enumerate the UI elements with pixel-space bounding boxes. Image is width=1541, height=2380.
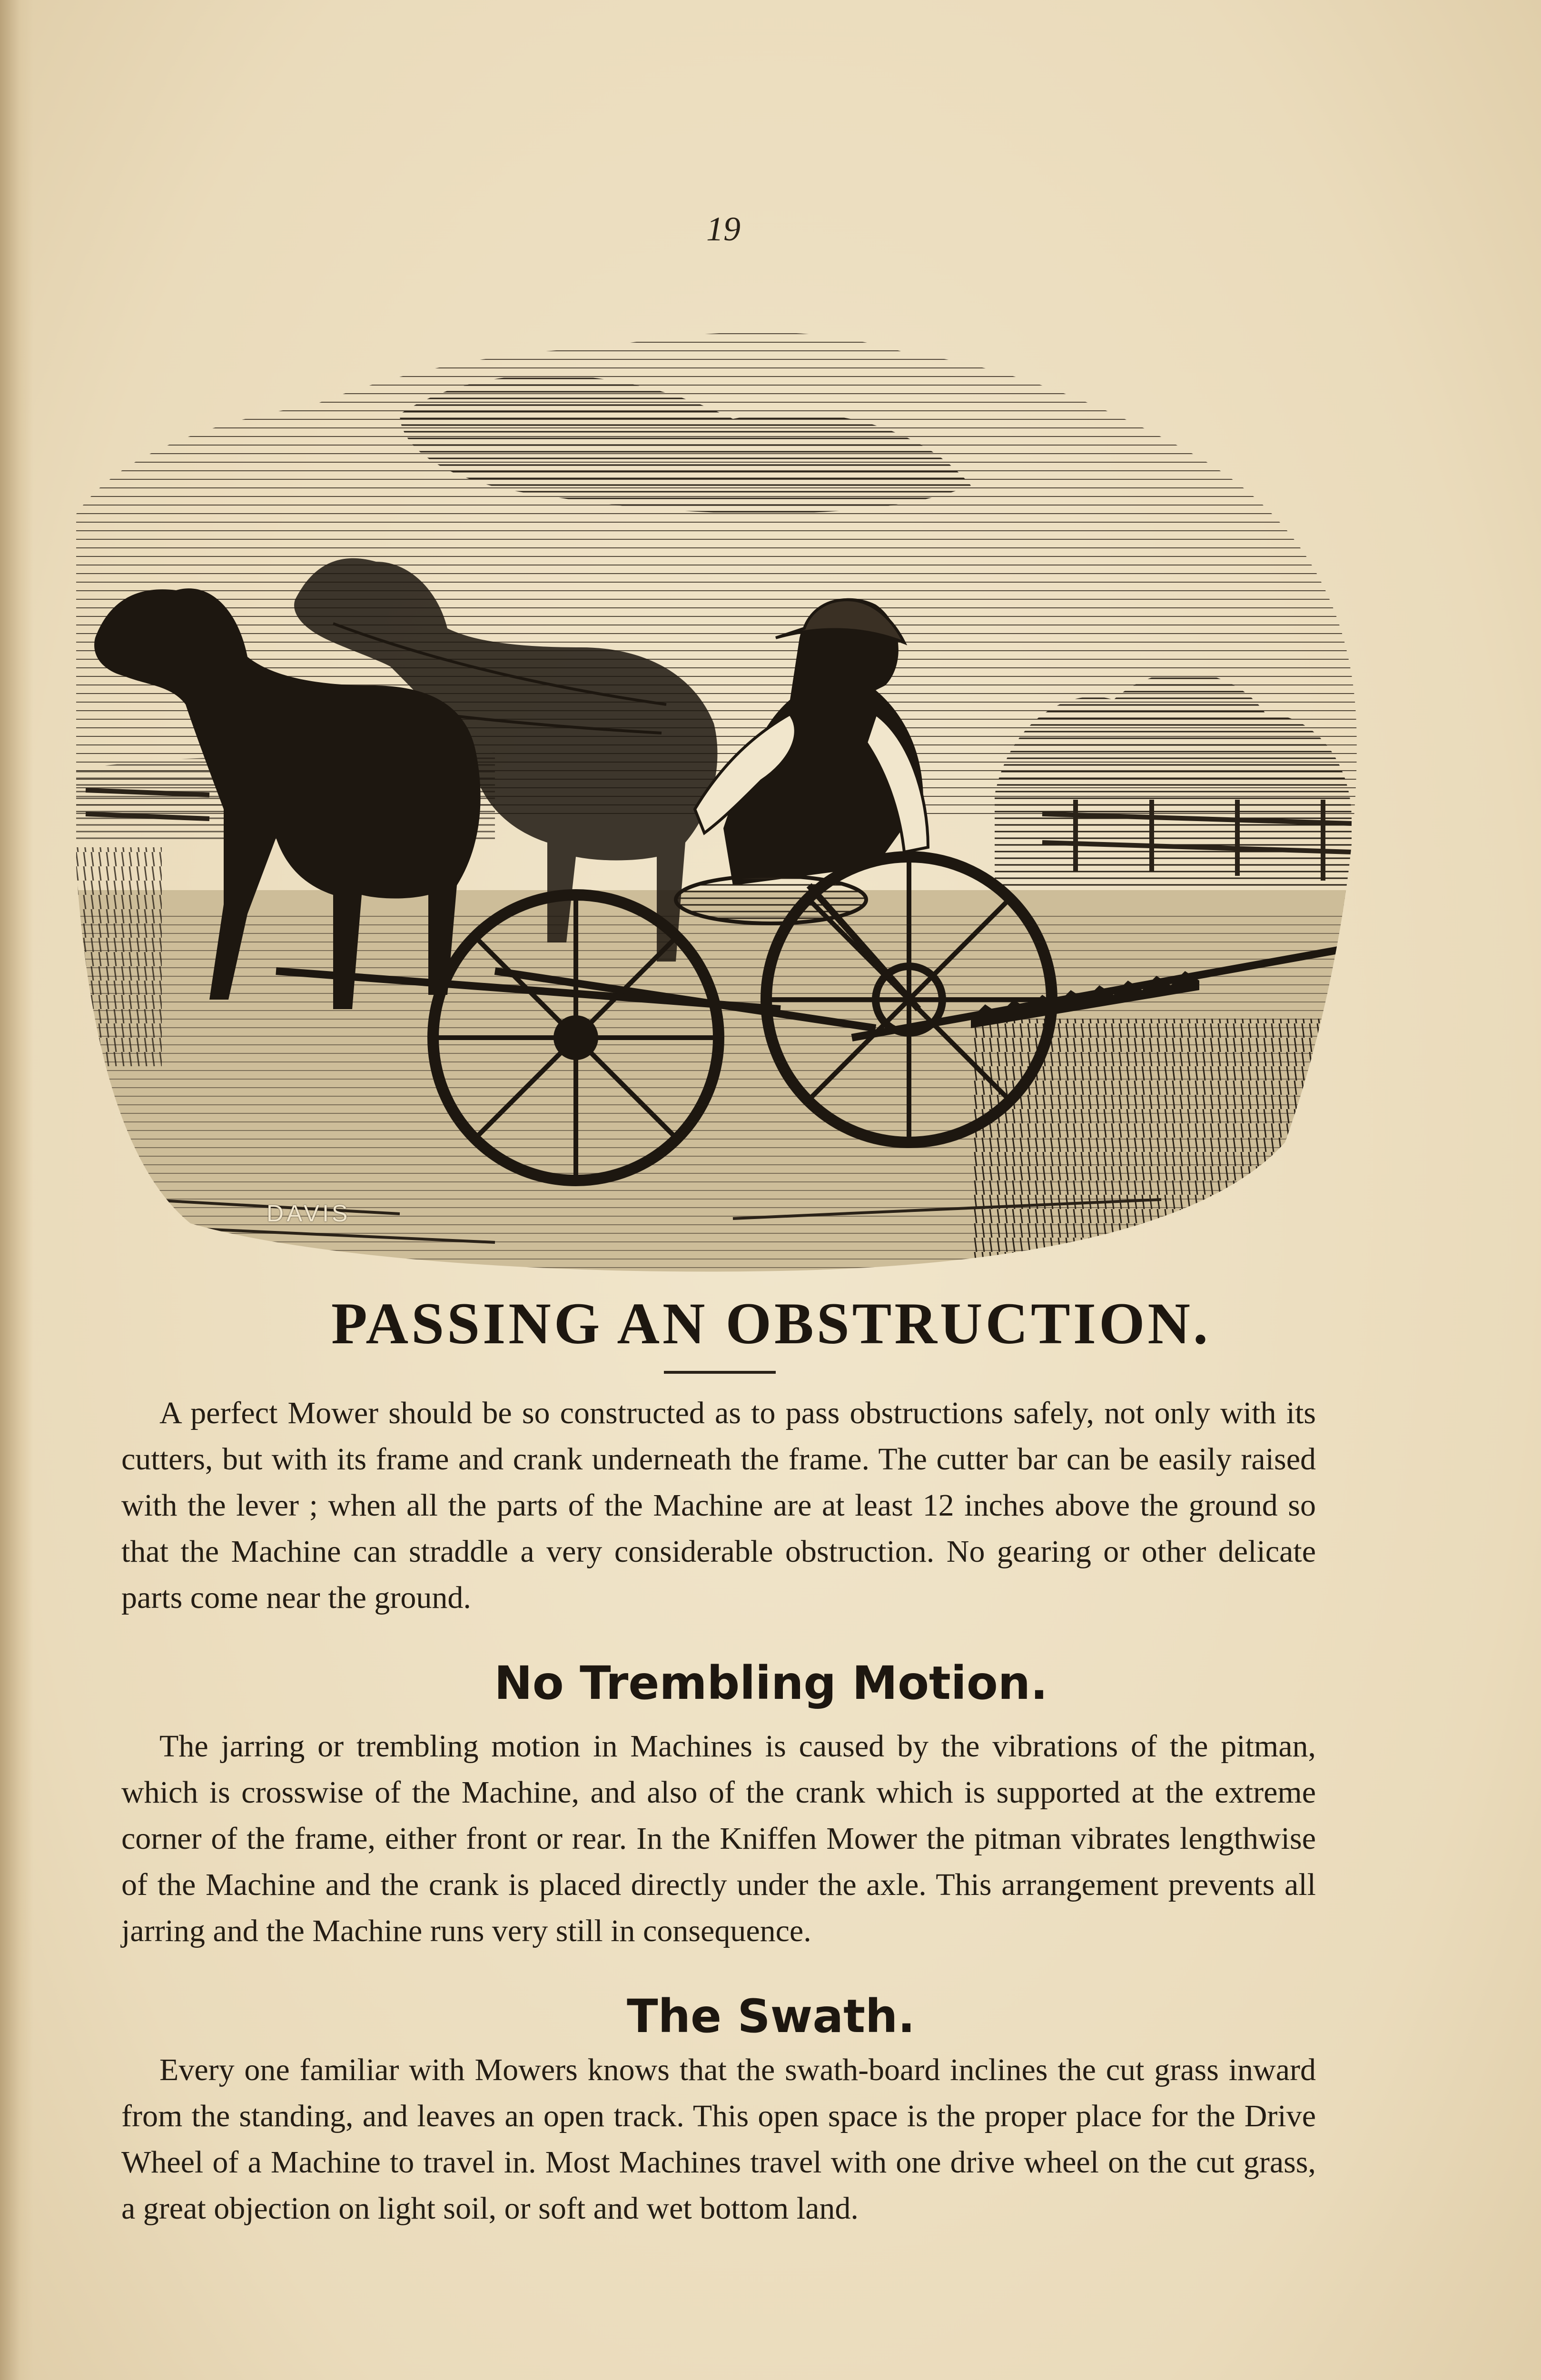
title-rule-divider [664,1371,776,1374]
paragraph-text: A perfect Mower should be so constructed as to pass obstructions safely, not only with its cutters, but with its frame and crank underneath the frame. The cutter bar can be easily raised with the lever ; when all the parts of the Machine are at least 12 inches above the ground so that the Machine can straddle a very considerable obstruction. No gearing or other delicate parts come near the ground. [121,1396,1316,1615]
section-heading-the-swath: The Swath. [627,1990,915,2043]
paragraph-text: The jarring or trembling motion in Machines is caused by the vibrations of the pitman, which is crosswise of the Machine, and also of the crank which is supported at the extreme corner of the frame, either front or rear. In the Kniffen Mower the pitman vibrates lengthwise of the Machine and the crank is placed directly under the axle. This arrangement prevents all jarring and the Machine runs very still in consequence. [121,1729,1316,1948]
page-number: 19 [706,210,741,248]
section-heading-no-trembling-motion: No Trembling Motion. [494,1656,1048,1710]
section-title-passing-an-obstruction: PASSING AN OBSTRUCTION. [331,1291,1211,1356]
paragraph-text: Every one familiar with Mowers knows that the swath-board inclines the cut grass inward from the standing, and leaves an open track. This open space is the proper place for the Drive Wheel of a Machine to travel in. Most Machines travel with one drive wheel on the cut grass, a great objection on light soil, or soft and wet bottom land. [121,2053,1316,2226]
mower-engraving-illustration [67,295,1371,1276]
paragraph-no-trembling-motion [121,1723,1316,1954]
paragraph-the-swath [121,2047,1316,2231]
engraver-signature: DAVIS [267,1200,351,1227]
page-gutter [0,0,33,2380]
paragraph-passing-an-obstruction [121,1390,1316,1621]
